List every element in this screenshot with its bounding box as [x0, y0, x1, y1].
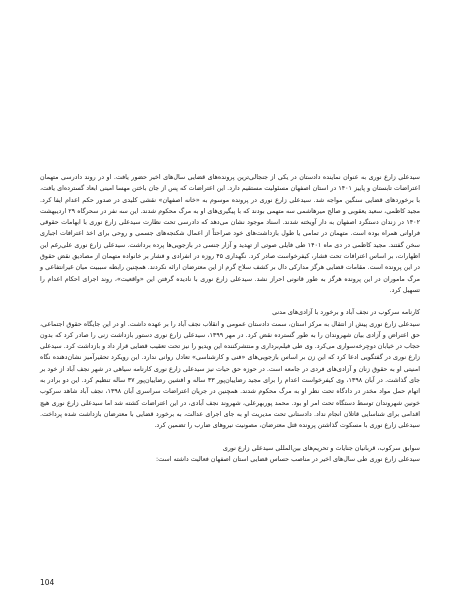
paragraph-spacer: [40, 296, 420, 307]
section-heading-sanctions: سوابق سرکوب، قربانیان جنایات و تحریم‌های بین‌المللی سیدعلی زارع نوری: [222, 444, 420, 452]
body-text: [40, 172, 420, 465]
page-number: 104: [40, 578, 55, 587]
paragraph-spacer: [40, 432, 420, 443]
paragraph-positions-intro: سیدعلی زارع نوری طی سال‌های اخیر در مناصب حساس قضایی استان اصفهان فعالیت داشته است:: [156, 455, 420, 463]
paragraph-najafabad-record: سیدعلی زارع نوری پیش از انتقال به مرکز استان، سمت دادستان عمومی و انقلاب نجف آباد را بر عهده داشت. او در این جایگاه حقوق اجتماعی، حق اعتراض و آزادی بیان شهروندان را به طور گسترده نقض کرد. در مهر ۱۳۹۹، سیدعلی زارع نوری دستور بازداشت زنی را صادر کرد که بدون حجاب در خیابان دوچرخه‌سواری می‌کرد. وی طی فیلم‌برداری و منتشرکننده این ویدیو را نیز تحت تعقیب قضایی قرار داد و بازداشت کرد. سیدعلی زارع نوری در گفتگویی ادعا کرد که این زن بر اساس بازجویی‌های «فنی و کارشناسی» تعادل روانی ندارد. این رویکرد تحقیرآمیز نشان‌دهنده نگاه امنیتی او به حقوق زنان و آزادی‌های فردی در جامعه است. در حوزه حق حیات نیز سیدعلی زارع نوری کارنامه سیاهی در شهر نجف آباد از خود بر جای گذاشت. در آبان ۱۳۹۸، وی کیفرخواست اعدام را برای مجید رضاییان‌پور ۳۳ ساله و افشین رضاییان‌پور ۳۷ ساله تنظیم کرد. این دو برادر به اتهام حمل مواد مخدر در دادگاه تحت نظر او به مرگ محکوم شدند. همچنین در جریان اعتراضات سراسری آبان ۱۳۹۸، نجف آباد شاهد سرکوب خونین شهروندان توسط دستگاه تحت امر او بود. محمد پوربهرعلی، شهروند نجف آبادی، در این اعتراضات کشته شد اما سیدعلی زارع نوری هیچ اقدامی برای شناسایی قاتلان انجام نداد. دادستانی تحت مدیریت او به جای اجرای عدالت، به برخورد قضایی با معترضان بازداشت شده پرداخت. سیدعلی زارع نوری با مسکوت گذاشتن پرونده قتل معترضان، مصونیت نیروهای ضارب را تضمین کرد.: [40, 320, 421, 430]
section-heading-najafabad: کارنامه سرکوب در نجف آباد و برخورد با آزادی‌های مدنی: [272, 309, 420, 317]
paragraph-isfahan-trials: سیدعلی زارع نوری به عنوان نماینده دادستان در یکی از جنجالی‌ترین پرونده‌های قضایی سال‌های اخیر حضور یافت. او در روند دادرسی متهمان اعتراضات تابستان و پاییز ۱۴۰۱ در استان اصفهان مسئولیت مستقیم دارد. این اعتراضات که پس از جان باختن مهسا امینی ابعاد گسترده‌ای یافت، با برخوردهای قضایی سنگین مواجه شد. سیدعلی زارع نوری در پرونده موسوم به «خانه اصفهان» نقشی کلیدی در صدور حکم اعدام ایفا کرد. مجید کاظمی، سعید یعقوبی و صالح میرهاشمی سه متهمی بودند که با پیگیری‌های او به مرگ محکوم شدند. این سه نفر در سحرگاه ۲۹ اردیبهشت ۱۴۰۲ در زندان دستگرد اصفهان به دار آویخته شدند. اسناد موجود نشان می‌دهد که دادرسی تحت نظارت سیدعلی زارع نوری با ابهامات حقوقی فراوانی همراه بوده است. متهمان در تمامی یا طول بازداشت‌های خود صراحتاً از اعمال شکنجه‌های جسمی و روحی برای اخذ اعترافات اجباری سخن گفتند. مجید کاظمی در دی ماه ۱۴۰۱ طی فایلی صوتی از تهدید و آزار جنسی در بازجویی‌ها پرده برداشت. سیدعلی زارع نوری علی‌رغم این اظهارات، بر اساس اعترافات تحت فشار، کیفرخواست صادر کرد. نگهداری ۴۵ روزه در انفرادی و فشار بر خانواده متهمان از مصادیق نقض حقوق در این پرونده است. مقامات قضایی هرگز مدارکی دال بر کشف سلاح گرم از این معترضان ارائه نکردند. همچنین رابطه سببیت میان غیرانتفاعی و مرگ ماموران در این پرونده هرگز به طور قانونی احراز نشد. سیدعلی زارع نوری با نادیده گرفتن این «واقعیت»، روند اجرای احکام اعدام را تسهیل کرد.: [40, 174, 421, 294]
